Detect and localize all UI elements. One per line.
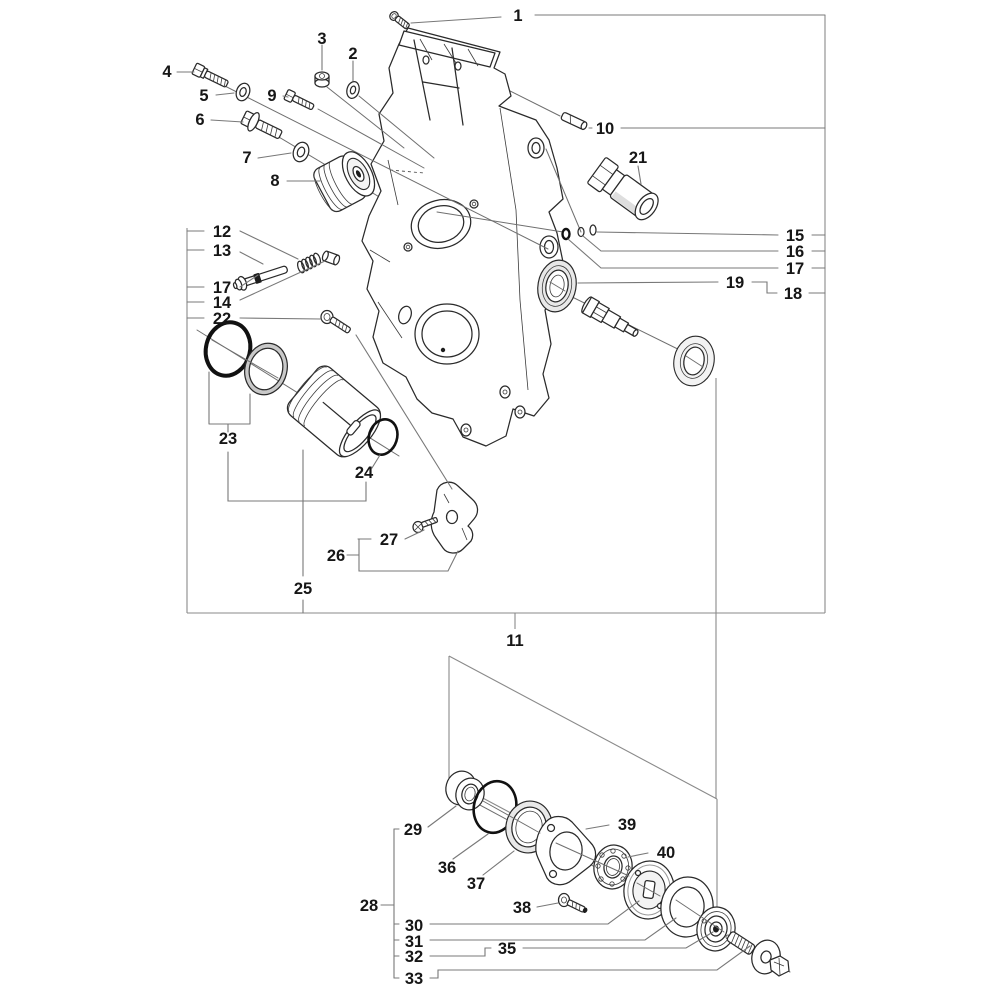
part-label-19: 19 xyxy=(725,274,745,292)
part-label-33: 33 xyxy=(404,970,424,988)
part-label-17b: 17 xyxy=(785,260,805,278)
part-13-adjuster-pin xyxy=(232,262,290,293)
part-3-nut xyxy=(315,72,329,87)
part-label-36: 36 xyxy=(437,859,457,877)
part-label-6: 6 xyxy=(195,111,205,129)
part-6-bolt xyxy=(239,108,285,144)
part-main-housing xyxy=(362,28,563,446)
part-23-ring-seal xyxy=(239,339,292,400)
part-26-clamp xyxy=(431,482,477,553)
part-label-4: 4 xyxy=(162,63,172,81)
part-label-15: 15 xyxy=(785,227,805,245)
part-14-nut xyxy=(321,250,340,265)
part-label-14: 14 xyxy=(212,294,232,312)
part-10-pin xyxy=(561,112,588,130)
part-label-31: 31 xyxy=(404,933,424,951)
part-15-ring-small xyxy=(590,225,596,235)
part-label-27: 27 xyxy=(379,531,399,549)
part-38-screw xyxy=(559,894,589,914)
part-2-washer xyxy=(345,80,361,100)
part-label-23: 23 xyxy=(218,430,238,448)
part-4-bolt xyxy=(192,63,230,90)
part-label-1: 1 xyxy=(513,7,523,25)
part-label-7: 7 xyxy=(242,149,252,167)
part-label-18: 18 xyxy=(783,285,803,303)
part-label-5: 5 xyxy=(199,87,209,105)
part-label-26: 26 xyxy=(326,547,346,565)
part-label-10: 10 xyxy=(595,120,615,138)
part-label-12: 12 xyxy=(212,223,232,241)
part-label-29: 29 xyxy=(403,821,423,839)
part-label-25: 25 xyxy=(293,580,313,598)
part-label-17a: 17 xyxy=(212,279,232,297)
part-39-flange-plate xyxy=(536,817,596,885)
part-label-39: 39 xyxy=(617,816,637,834)
part-label-35: 35 xyxy=(497,940,517,958)
part-label-16: 16 xyxy=(785,243,805,261)
part-label-3: 3 xyxy=(317,30,327,48)
part-17-ring-small xyxy=(563,229,570,239)
part-label-13: 13 xyxy=(212,242,232,260)
part-label-8: 8 xyxy=(270,172,280,190)
part-label-22: 22 xyxy=(212,310,232,328)
part-label-21: 21 xyxy=(628,149,648,167)
part-label-37: 37 xyxy=(466,875,486,893)
part-18-worm-shaft xyxy=(580,296,642,342)
part-5-washer xyxy=(234,81,252,102)
part-22-screw xyxy=(321,311,351,334)
part-label-32: 32 xyxy=(404,948,424,966)
part-label-30: 30 xyxy=(404,917,424,935)
part-label-28: 28 xyxy=(359,897,379,915)
part-21-bushing xyxy=(587,157,663,225)
part-25-cylinder xyxy=(283,361,389,464)
part-label-24: 24 xyxy=(354,464,374,482)
part-label-11: 11 xyxy=(506,632,524,650)
part-label-40: 40 xyxy=(656,844,676,862)
part-1-screw xyxy=(388,10,411,31)
part-9-bolt xyxy=(284,89,316,112)
part-7-washer xyxy=(291,140,312,164)
part-33-bolt xyxy=(726,931,789,977)
part-label-2: 2 xyxy=(348,45,358,63)
part-12-spring xyxy=(296,252,321,273)
part-label-9: 9 xyxy=(267,87,277,105)
housing-lower-bore xyxy=(415,304,479,364)
part-label-38: 38 xyxy=(512,899,532,917)
